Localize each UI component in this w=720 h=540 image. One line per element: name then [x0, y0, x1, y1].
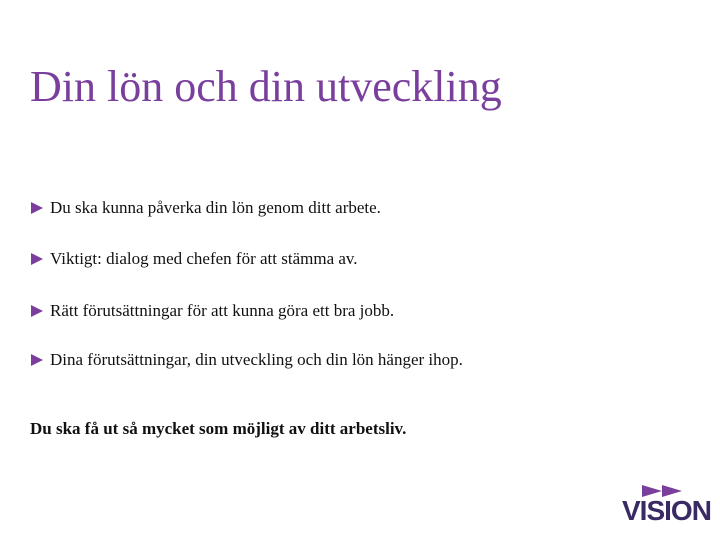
bullet-text: Viktigt: dialog med chefen för att stämma av.: [50, 249, 358, 268]
vision-logo: [622, 484, 711, 526]
play-arrow-icon: [30, 353, 50, 367]
play-arrow-icon: [30, 252, 50, 266]
bullet-item: [30, 347, 463, 373]
bullet-text: Rätt förutsättningar för att kunna göra ett bra jobb.: [50, 301, 395, 320]
play-arrow-icon: [30, 304, 50, 318]
bullet-text: Dina förutsättningar, din utveckling och din lön hänger ihop.: [50, 350, 463, 369]
bullet-item: [30, 195, 381, 221]
bullet-text: Du ska kunna påverka din lön genom ditt arbete.: [50, 198, 381, 217]
logo-wordmark: VISION: [622, 495, 711, 526]
closing-statement: Du ska få ut så mycket som möjligt av ditt arbetsliv.: [30, 419, 407, 438]
bullet-item: [30, 298, 394, 324]
bullet-item: [30, 246, 358, 272]
slide-title: Din lön och din utveckling: [30, 62, 502, 112]
play-arrow-icon: [30, 201, 50, 215]
